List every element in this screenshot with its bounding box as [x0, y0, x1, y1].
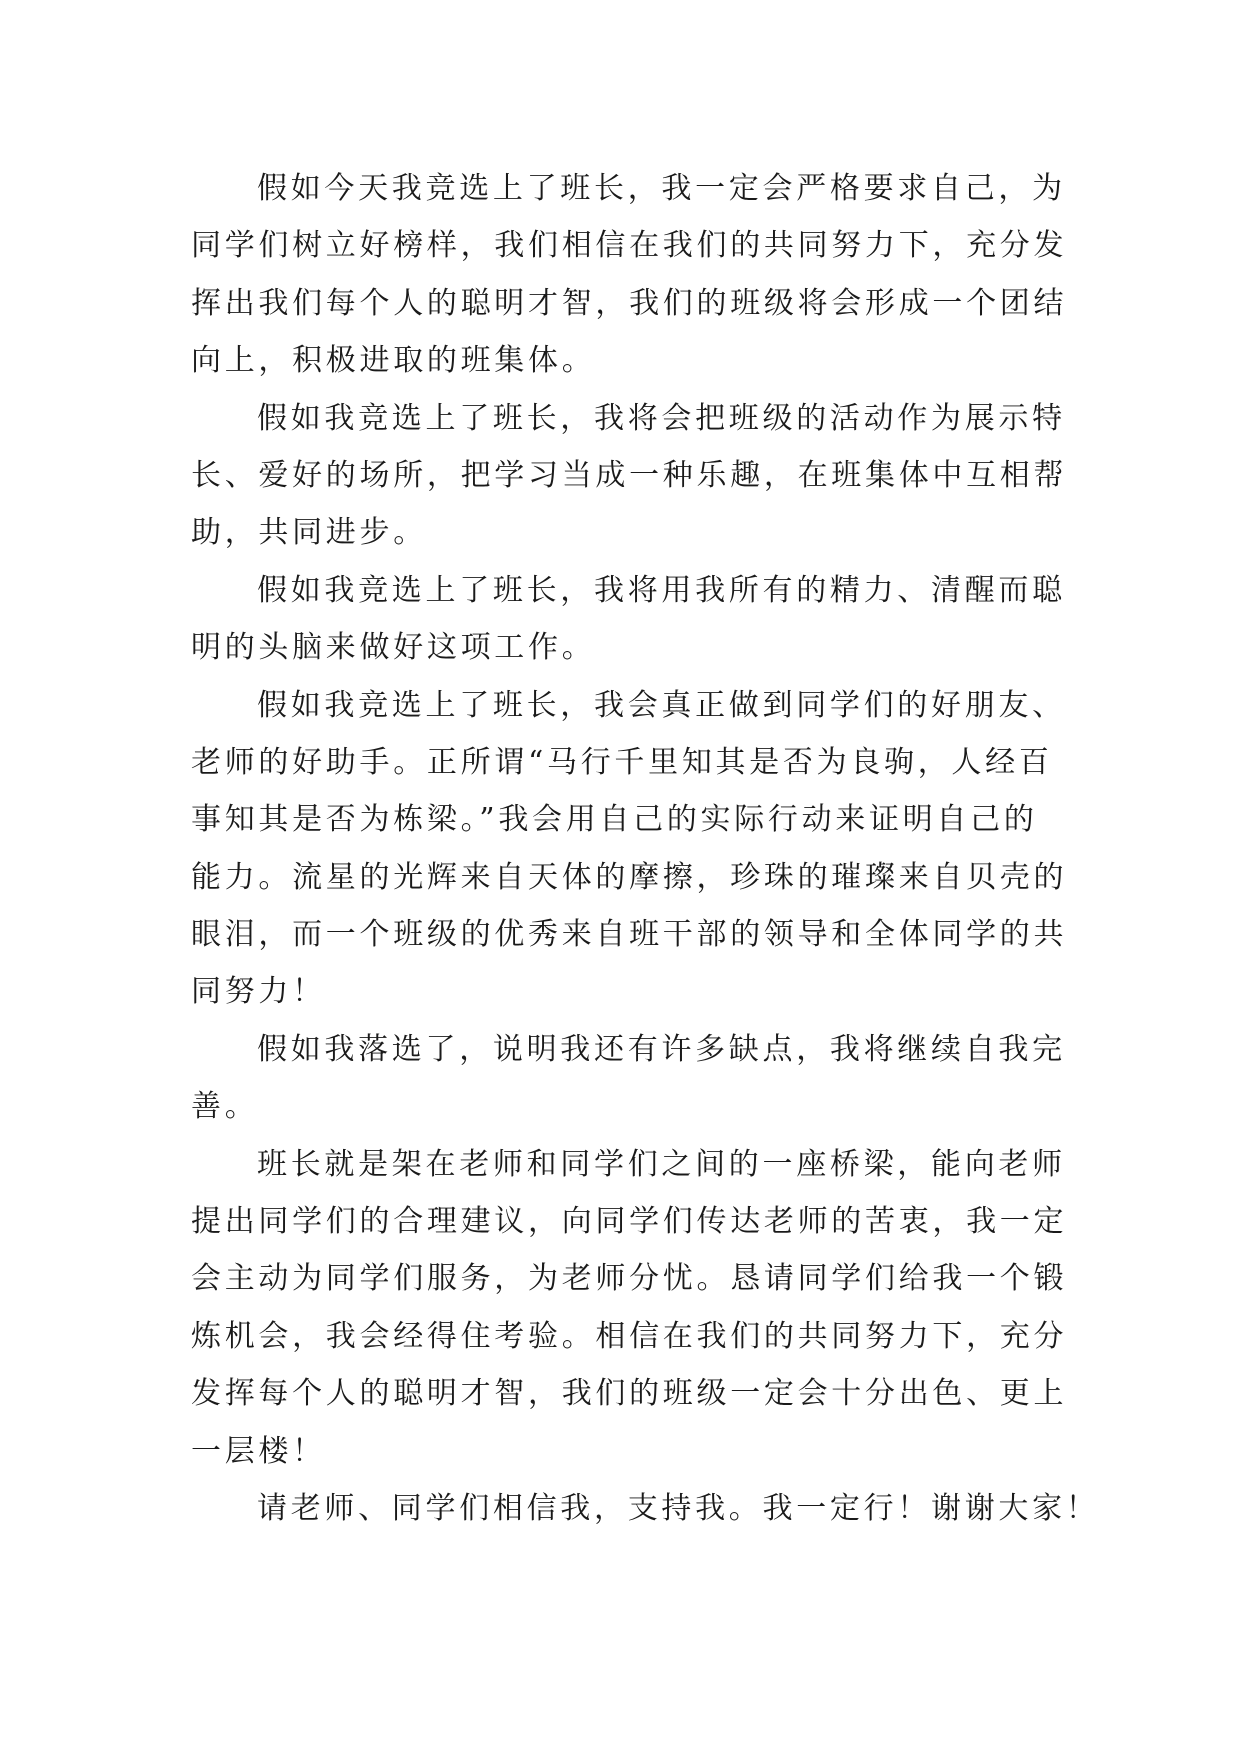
paragraph-1-line-4: 向上，积极进取的班集体。 — [191, 343, 596, 379]
paragraph-1-line-1: 假如今天我竞选上了班长，我一定会严格要求自己，为 — [257, 171, 1066, 206]
paragraph-2-line-1: 假如我竞选上了班长，我将会把班级的活动作为展示特 — [257, 400, 1066, 436]
paragraph-3-line-2: 明的头脑来做好这项工作。 — [191, 630, 596, 666]
paragraph-6-line-4: 炼机会，我会经得住考验。相信在我们的共同努力下，充分 — [191, 1318, 1068, 1354]
paragraph-4-line-1: 假如我竞选上了班长，我会真正做到同学们的好朋友、 — [257, 687, 1066, 723]
paragraph-1-line-3: 挥出我们每个人的聪明才智，我们的班级将会形成一个团结 — [191, 285, 1068, 321]
paragraph-6-line-3: 会主动为同学们服务，为老师分忧。恳请同学们给我一个锻 — [191, 1261, 1068, 1297]
paragraph-6-line-6: 一层楼！ — [191, 1433, 326, 1469]
paragraph-1-line-2: 同学们树立好榜样，我们相信在我们的共同努力下，充分发 — [191, 228, 1068, 264]
paragraph-5-line-2: 善。 — [191, 1089, 259, 1125]
paragraph-5-line-1: 假如我落选了，说明我还有许多缺点，我将继续自我完 — [257, 1031, 1066, 1067]
paragraph-4-line-2: 老师的好助手。正所谓“马行千里知其是否为良驹，人经百 — [191, 744, 1053, 780]
paragraph-6-line-5: 发挥每个人的聪明才智，我们的班级一定会十分出色、更上 — [191, 1376, 1068, 1412]
document-body — [191, 160, 1100, 1537]
paragraph-4-line-4: 能力。流星的光辉来自天体的摩擦，珍珠的璀璨来自贝壳的 — [191, 859, 1068, 895]
paragraph-4-line-5: 眼泪，而一个班级的优秀来自班干部的领导和全体同学的共 — [191, 917, 1068, 953]
paragraph-4-line-6: 同努力！ — [191, 974, 326, 1010]
paragraph-6-line-1: 班长就是架在老师和同学们之间的一座桥梁，能向老师 — [257, 1146, 1066, 1182]
paragraph-6-line-2: 提出同学们的合理建议，向同学们传达老师的苦衷，我一定 — [191, 1204, 1068, 1240]
paragraph-4-line-3: 事知其是否为栋梁。”我会用自己的实际行动来证明自己的 — [191, 802, 1038, 838]
paragraph-7-line-1: 请老师、同学们相信我，支持我。我一定行！谢谢大家！ — [257, 1490, 1100, 1526]
paragraph-2-line-2: 长、爱好的场所，把学习当成一种乐趣，在班集体中互相帮 — [191, 457, 1068, 493]
paragraph-3-line-1: 假如我竞选上了班长，我将用我所有的精力、清醒而聪 — [257, 572, 1066, 608]
paragraph-2-line-3: 助，共同进步。 — [191, 515, 427, 551]
